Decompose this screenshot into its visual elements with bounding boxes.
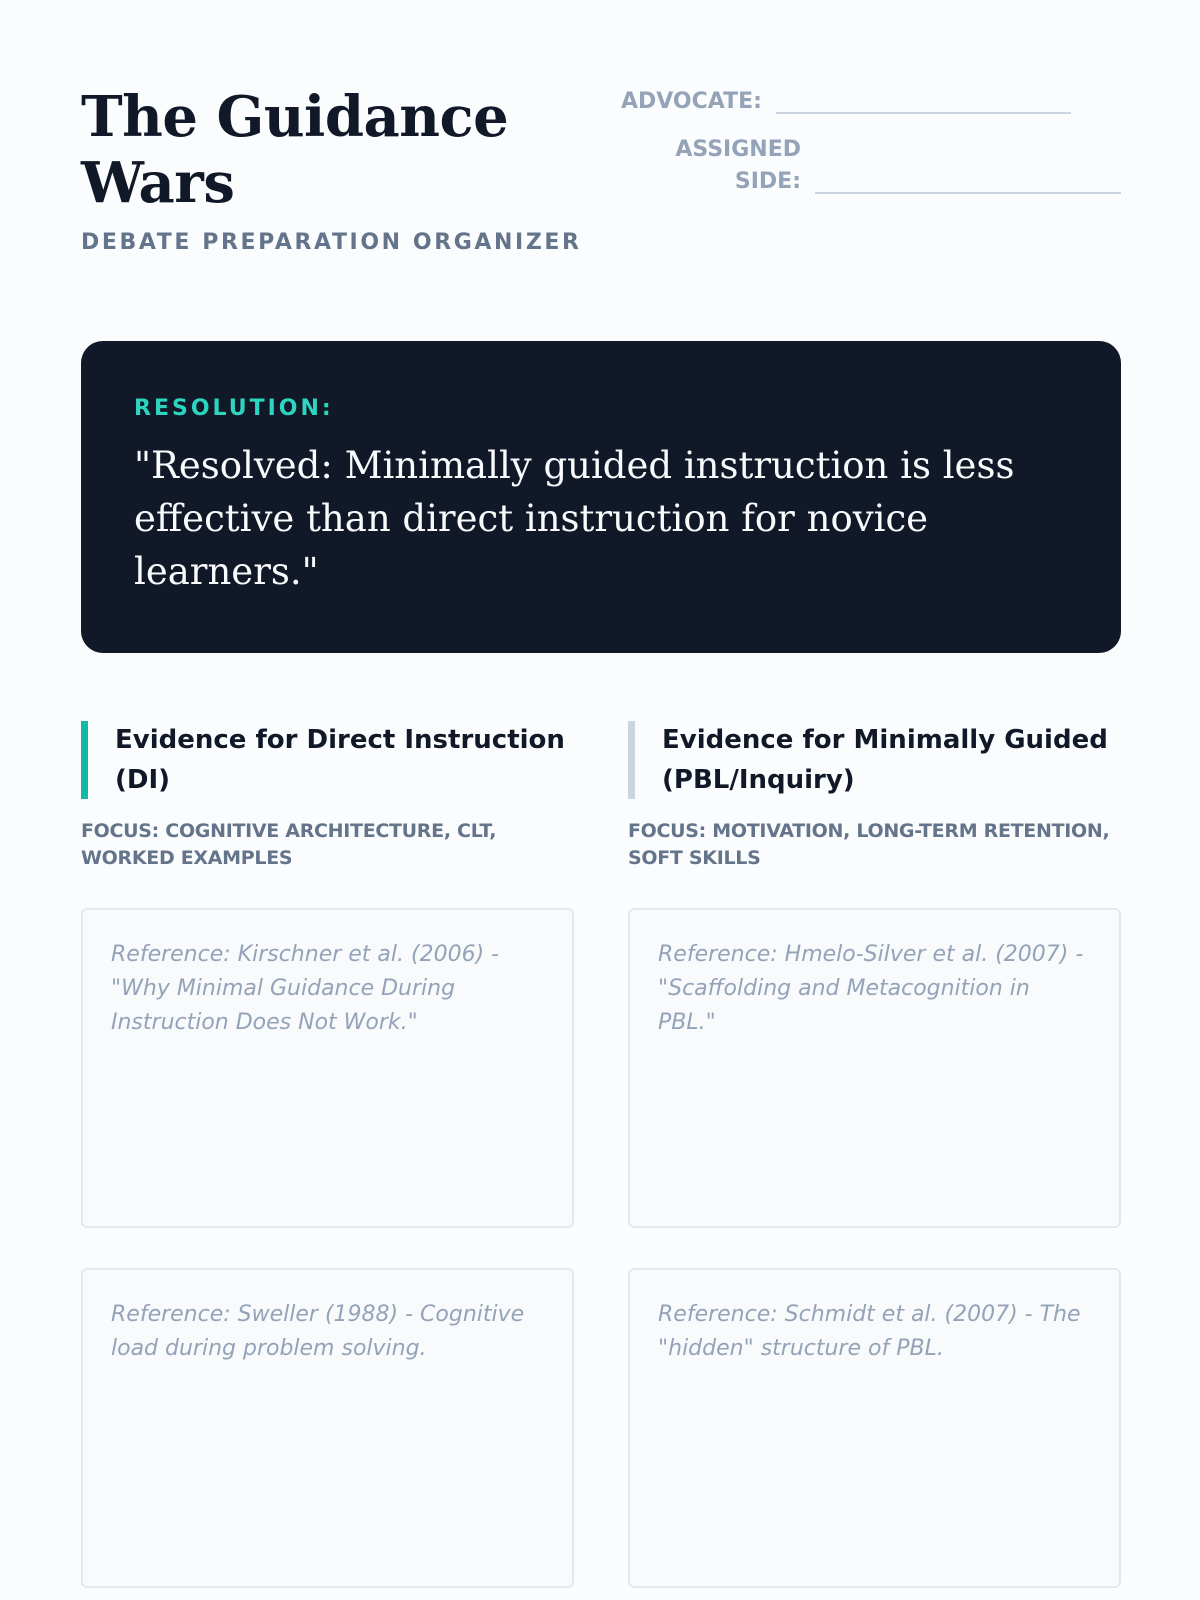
resolution-label: RESOLUTION:	[134, 396, 334, 421]
direct-instruction-heading: Evidence for Direct Instruction (DI)	[81, 720, 574, 800]
direct-instruction-column	[81, 720, 574, 1588]
organizer-page	[81, 0, 1121, 1600]
page-subtitle: DEBATE PREPARATION ORGANIZER	[81, 230, 582, 255]
minimally-guided-heading: Evidence for Minimally Guided (PBL/Inquiry)	[628, 720, 1121, 800]
assigned-side-row	[651, 134, 1121, 198]
advocate-blank-line[interactable]	[776, 110, 1071, 114]
evidence-card[interactable]	[81, 908, 574, 1228]
advocate-row	[621, 86, 1071, 118]
card-reference: Reference: Kirschner et al. (2006) - "Why Minimal Guidance During Instruction Does Not Work."	[111, 942, 500, 1035]
card-reference: Reference: Hmelo-Silver et al. (2007) - "Scaffolding and Metacognition in PBL."	[658, 942, 1084, 1035]
evidence-card[interactable]	[81, 1268, 574, 1588]
card-reference: Reference: Schmidt et al. (2007) - The "hidden" structure of PBL.	[658, 1302, 1081, 1361]
evidence-card[interactable]	[628, 1268, 1121, 1588]
assigned-side-label: ASSIGNED SIDE:	[675, 137, 801, 194]
assigned-side-blank-line[interactable]	[815, 190, 1121, 194]
card-reference: Reference: Sweller (1988) - Cognitive load during problem solving.	[111, 1302, 525, 1361]
minimally-guided-column	[628, 720, 1121, 1588]
advocate-label: ADVOCATE:	[621, 89, 762, 114]
resolution-panel	[81, 341, 1121, 653]
minimally-guided-focus: FOCUS: MOTIVATION, LONG-TERM RETENTION, SOFT SKILLS	[628, 820, 1110, 869]
direct-instruction-focus: FOCUS: COGNITIVE ARCHITECTURE, CLT, WORKED EXAMPLES	[81, 820, 497, 869]
evidence-card[interactable]	[628, 908, 1121, 1228]
resolution-text: "Resolved: Minimally guided instruction is less effective than direct instruction for novice learners."	[134, 444, 1015, 593]
page-title: The Guidance Wars	[81, 84, 509, 216]
